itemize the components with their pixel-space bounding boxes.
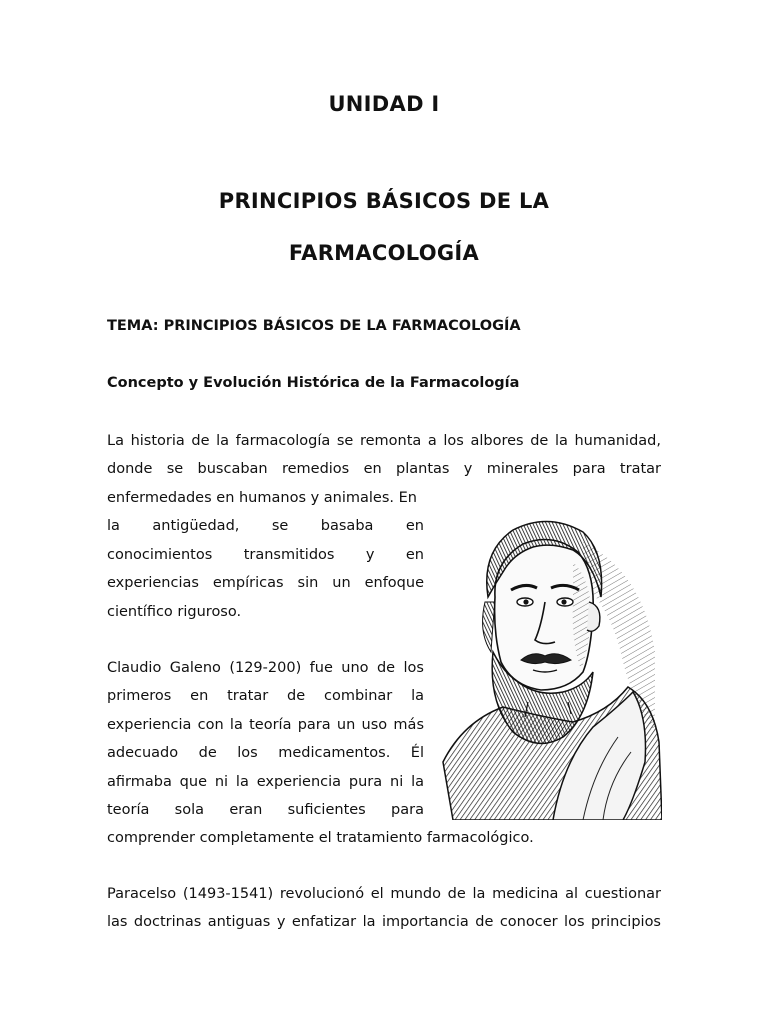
section-heading: Concepto y Evolución Histórica de la Farmacología [107, 375, 520, 391]
paragraph-line: teoría sola eran suficientes para [107, 801, 424, 818]
paragraph-line: conocimientos transmitidos y en [107, 546, 424, 563]
paragraph-line: adecuado de los medicamentos. Él [107, 745, 424, 762]
chapter-title-line-2: FARMACOLOGÍA [288, 241, 480, 265]
chapter-title [0, 175, 768, 279]
portrait-engraving-icon [433, 502, 662, 820]
paragraph-line: La historia de la farmacología se remonta a los albores de la humanidad, [107, 433, 661, 449]
paragraph-1-wrapped [107, 484, 424, 626]
paragraph-line: afirmaba que ni la experiencia pura ni la [107, 773, 424, 790]
paragraph-line: donde se buscaban remedios en plantas y minerales para tratar [107, 461, 661, 478]
paragraph-line: científico riguroso. [107, 603, 242, 620]
paragraph-line: las doctrinas antiguas y enfatizar la importancia de conocer los principios [107, 914, 661, 931]
portrait-image [433, 502, 662, 820]
chapter-title-line-1: PRINCIPIOS BÁSICOS DE LA [218, 189, 550, 213]
paragraph-1 [107, 427, 661, 484]
topic-heading: TEMA: PRINCIPIOS BÁSICOS DE LA FARMACOLOGÍA [107, 318, 521, 334]
paragraph-line: experiencias empíricas sin un enfoque [107, 575, 424, 592]
unit-title: UNIDAD I [328, 92, 440, 116]
paragraph-line: Claudio Galeno (129-200) fue uno de los [107, 660, 424, 676]
paragraph-2-end [107, 824, 661, 852]
paragraph-line: enfermedades en humanos y animales. En [107, 490, 417, 506]
paragraph-line: primeros en tratar de combinar la [107, 688, 424, 705]
paragraph-3 [107, 880, 661, 937]
paragraph-line: Paracelso (1493-1541) revolucionó el mundo de la medicina al cuestionar [107, 886, 661, 902]
paragraph-line: experiencia con la teoría para un uso más [107, 716, 424, 733]
paragraph-line: comprender completamente el tratamiento farmacológico. [107, 830, 534, 846]
paragraph-line: la antigüedad, se basaba en [107, 518, 424, 535]
paragraph-2-wrapped [107, 654, 424, 824]
